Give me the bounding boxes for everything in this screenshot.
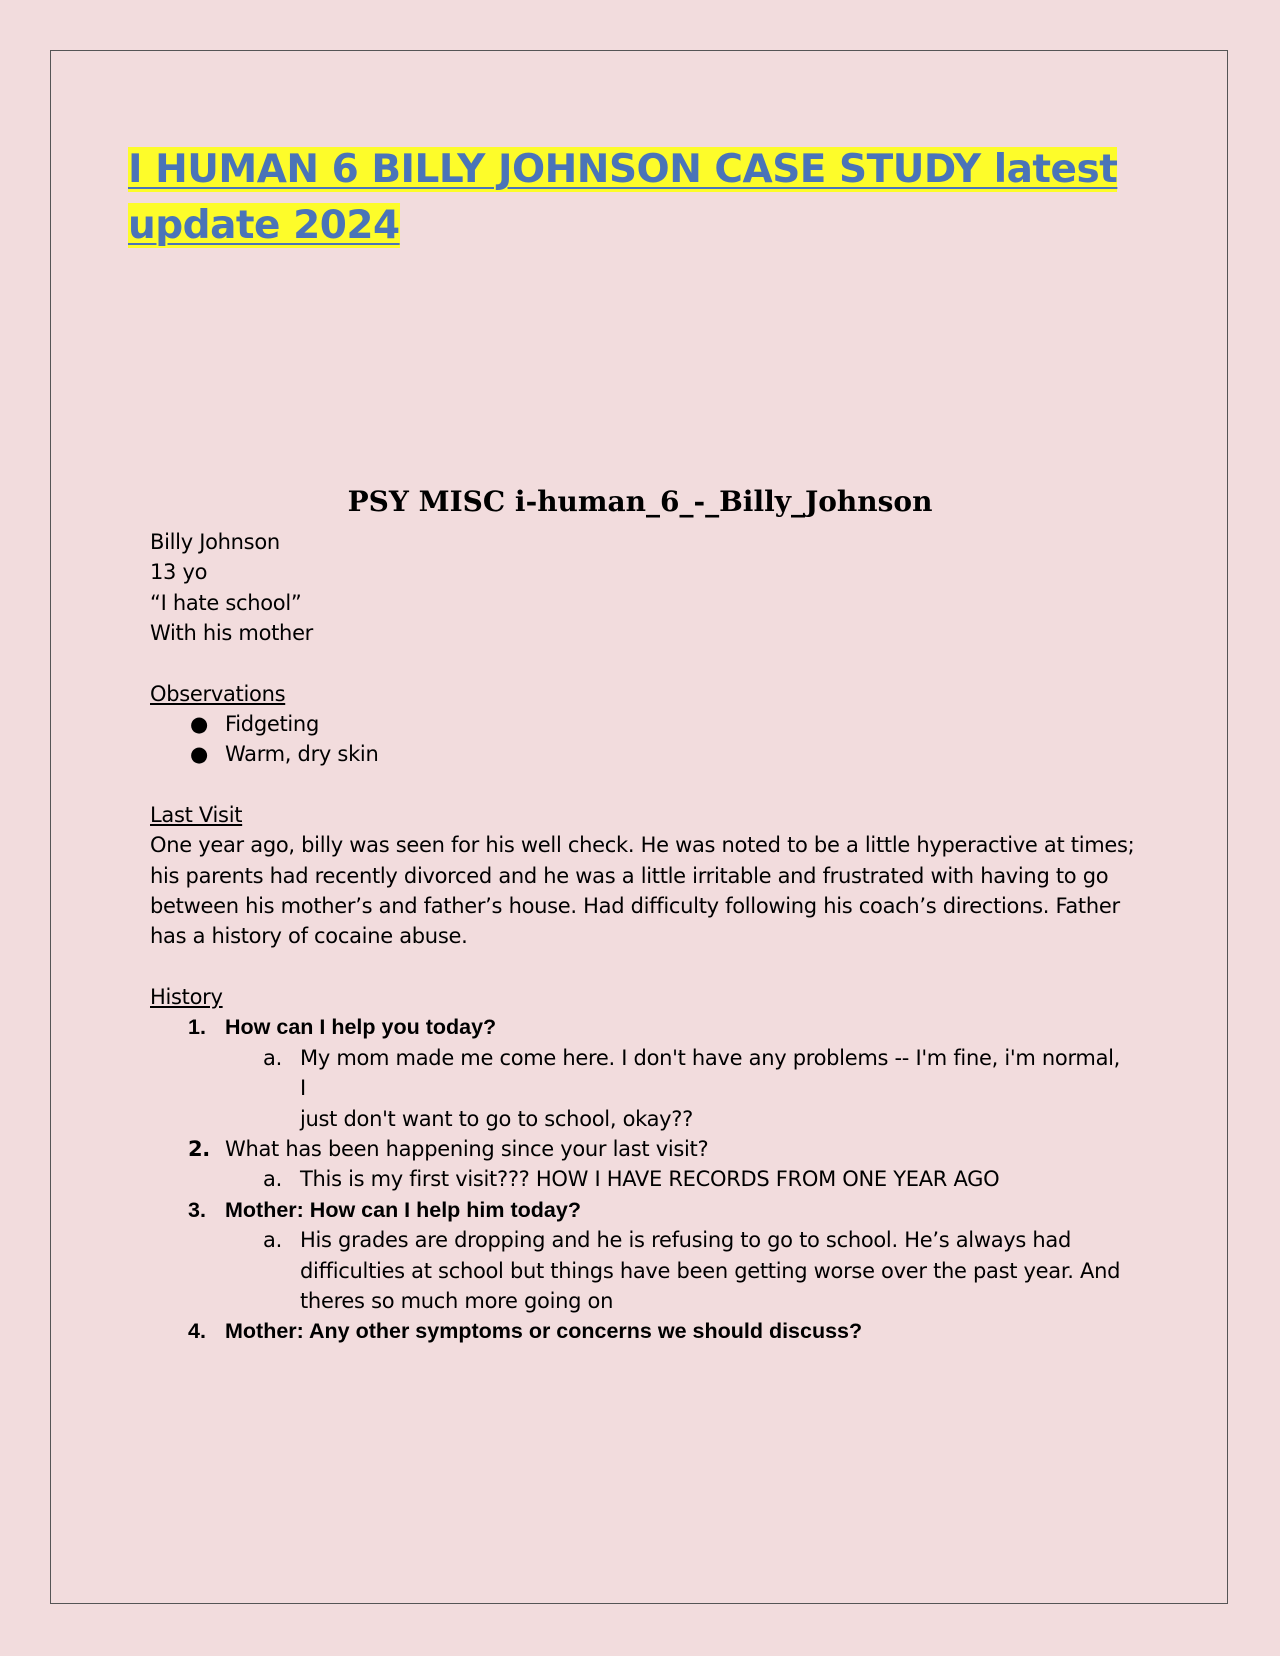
last-visit-line: between his mother’s and father’s house. Had difficulty following his coach’s directions. Father bbox=[150, 894, 1120, 919]
last-visit-line: his parents had recently divorced and he was a little irritable and frustrated with having to go bbox=[150, 863, 1109, 888]
history-question-4 bbox=[150, 1316, 1130, 1346]
patient-name: Billy Johnson bbox=[150, 530, 280, 554]
history-answer-3-cont bbox=[150, 1256, 1130, 1286]
patient-age: 13 yo bbox=[150, 560, 208, 585]
observation-text: Fidgeting bbox=[225, 712, 319, 737]
question-number: 1. bbox=[188, 1015, 206, 1040]
last-visit-line: One year ago, billy was seen for his well check. He was noted to be a little hyperactive at times; bbox=[150, 833, 1135, 858]
answer-line: This is my first visit??? HOW I HAVE RECORDS FROM ONE YEAR AGO bbox=[300, 1167, 1000, 1192]
answer-line: difficulties at school but things have been getting worse over the past year. And bbox=[300, 1258, 1121, 1283]
answer-letter: a. bbox=[263, 1167, 282, 1192]
observations-heading: Observations bbox=[150, 681, 286, 706]
answer-line: My mom made me come here. I don't have any problems -- I'm fine, i'm normal, I bbox=[300, 1045, 1121, 1101]
history-question-2 bbox=[150, 1134, 1130, 1164]
history-answer-1 bbox=[150, 1043, 1130, 1104]
document-title-text[interactable]: I HUMAN 6 BILLY JOHNSON CASE STUDY latest update 2024 bbox=[128, 147, 1118, 248]
history-question-3 bbox=[150, 1195, 1130, 1225]
answer-letter: a. bbox=[263, 1045, 282, 1070]
question-number: 3. bbox=[188, 1197, 206, 1222]
history-answer-2 bbox=[150, 1164, 1130, 1194]
question-number: 4. bbox=[188, 1319, 206, 1344]
question-number: 2. bbox=[188, 1136, 210, 1161]
list-item bbox=[150, 739, 1130, 769]
last-visit-heading: Last Visit bbox=[150, 802, 243, 827]
answer-line: His grades are dropping and he is refusing to go to school. He’s always had bbox=[300, 1228, 1072, 1253]
question-text: Mother: Any other symptoms or concerns we should discuss? bbox=[225, 1319, 863, 1344]
history-answer-3-cont bbox=[150, 1286, 1130, 1316]
history-answer-1-cont bbox=[150, 1104, 1130, 1134]
chief-complaint: “I hate school” bbox=[150, 590, 302, 615]
history-question-1 bbox=[150, 1012, 1130, 1042]
document-subtitle: PSY MISC i-human_6_-_Billy_Johnson bbox=[347, 485, 933, 518]
history-answer-3 bbox=[150, 1225, 1130, 1255]
answer-letter: a. bbox=[263, 1228, 282, 1253]
question-text: How can I help you today? bbox=[225, 1015, 497, 1040]
history-heading: History bbox=[150, 984, 223, 1009]
observation-text: Warm, dry skin bbox=[225, 742, 379, 767]
case-content bbox=[150, 527, 1135, 1347]
bullet-icon: ● bbox=[190, 742, 209, 767]
observations-list bbox=[150, 709, 1130, 770]
question-text: Mother: How can I help him today? bbox=[225, 1197, 581, 1222]
document-title[interactable] bbox=[128, 142, 1148, 254]
bullet-icon: ● bbox=[190, 712, 209, 737]
answer-line: just don't want to go to school, okay?? bbox=[300, 1106, 694, 1131]
accompanied-by: With his mother bbox=[150, 621, 314, 646]
question-text: What has been happening since your last visit? bbox=[225, 1136, 709, 1161]
answer-line: theres so much more going on bbox=[300, 1288, 614, 1313]
list-item bbox=[150, 709, 1130, 739]
last-visit-line: has a history of cocaine abuse. bbox=[150, 924, 468, 949]
